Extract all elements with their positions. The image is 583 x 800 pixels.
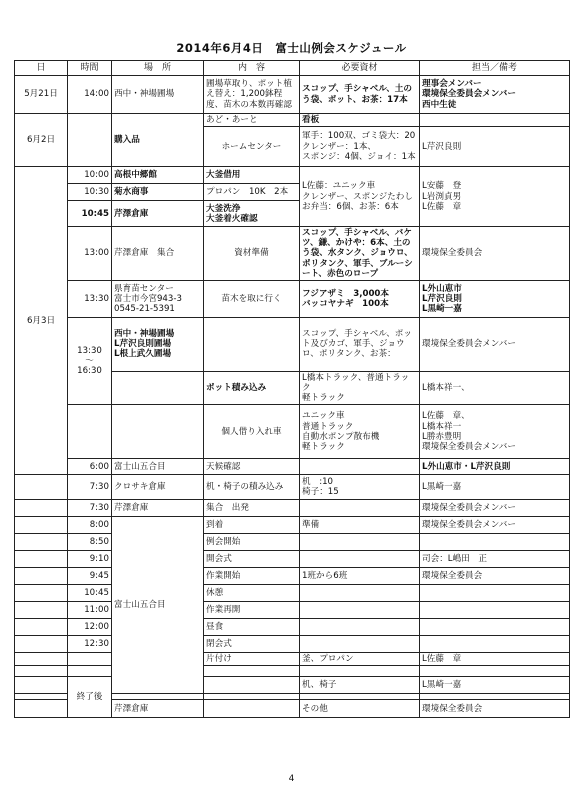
table-row [15, 76, 570, 114]
staff-cell: L黒崎一嘉 [420, 475, 570, 500]
equipment-cell [300, 459, 420, 475]
time-cell: 6:00 [68, 459, 112, 475]
equipment-cell: 看板 [300, 114, 420, 127]
table-row [15, 619, 570, 636]
staff-cell: L安藤 登 L岩渕貞男 L佐藤 章 [420, 167, 570, 227]
content-cell: 開会式 [204, 551, 300, 568]
time-cell: 12:30 [68, 636, 112, 653]
time-cell: 9:45 [68, 568, 112, 585]
header-day: 日 [15, 61, 68, 76]
equipment-cell [300, 619, 420, 636]
day-cell: 5月21日 [15, 76, 68, 114]
page-number: 4 [288, 774, 295, 784]
staff-cell: L外山恵市 L芹沢良則 L黒崎一嘉 [420, 280, 570, 317]
staff-cell [420, 602, 570, 619]
equipment-cell: フジアザミ 3,000本 バッコヤナギ 100本 [300, 280, 420, 317]
staff-cell: 環境保全委員会メンバー [420, 500, 570, 517]
equipment-cell: ユニック車 普通トラック 自動水ポンプ散布機 軽トラック [300, 405, 420, 459]
place-cell: 菊水商事 [112, 184, 204, 201]
content-cell: ポット積み込み [204, 371, 300, 404]
day-cell: 6月3日 [15, 167, 68, 475]
content-cell: プロパン 10K 2本 [204, 184, 300, 201]
table-row [15, 500, 570, 517]
day-cell [15, 666, 68, 677]
content-cell: 圃場草取り、ポット植え替え：1,200鉢程度、苗木の本数再確認 [204, 76, 300, 114]
staff-cell: L外山恵市・L芹沢良則 [420, 459, 570, 475]
equipment-cell: 軍手：100双、ゴミ袋大：20 クレンザー：1本、 スポンジ：4個、ジョイ：1本 [300, 127, 420, 167]
header-time: 時間 [68, 61, 112, 76]
staff-cell: 理事会メンバー 環境保全委員会メンバー 西中生徒 [420, 76, 570, 114]
content-cell [204, 666, 300, 677]
table-row [15, 517, 570, 534]
content-cell [204, 317, 300, 371]
staff-cell: 司会：L嶋田 正 [420, 551, 570, 568]
place-cell [112, 371, 204, 404]
time-cell: 13:00 [68, 227, 112, 281]
table-row [15, 167, 570, 184]
header-place: 場 所 [112, 61, 204, 76]
place-cell: 購入品 [112, 114, 204, 167]
equipment-cell: 机 :10 椅子：15 [300, 475, 420, 500]
content-cell: 集合 出発 [204, 500, 300, 517]
equipment-cell [300, 551, 420, 568]
equipment-cell [300, 585, 420, 602]
place-cell: 芹澤倉庫 [112, 700, 204, 718]
day-cell [15, 500, 68, 517]
time-cell: 10:00 [68, 167, 112, 184]
place-cell: 富士山五合目 [112, 517, 204, 694]
table-row [15, 475, 570, 500]
equipment-cell [300, 636, 420, 653]
staff-cell: 環境保全委員会メンバー [420, 517, 570, 534]
header-content: 内 容 [204, 61, 300, 76]
table-body [15, 76, 570, 718]
content-cell: 昼食 [204, 619, 300, 636]
table-header-row [15, 61, 570, 76]
time-cell: 8:50 [68, 534, 112, 551]
day-cell [15, 585, 68, 602]
header-staff: 担当／備考 [420, 61, 570, 76]
table-row [15, 317, 570, 371]
equipment-cell: 机、椅子 [300, 677, 420, 694]
equipment-cell: スコップ、手シャベル、ポット及びカゴ、軍手、ジョウロ、ポリタンク、お茶： [300, 317, 420, 371]
content-cell: 天候確認 [204, 459, 300, 475]
content-cell: 閉会式 [204, 636, 300, 653]
table-row [15, 114, 570, 127]
time-cell [68, 666, 112, 677]
day-cell [15, 475, 68, 500]
table-row [15, 602, 570, 619]
table-row [15, 551, 570, 568]
day-cell [15, 636, 68, 653]
content-cell: あど・あーと [204, 114, 300, 127]
equipment-cell: L橋本トラック、普通トラック 軽トラック [300, 371, 420, 404]
day-cell [15, 551, 68, 568]
content-cell [204, 677, 300, 694]
day-cell: 6月2日 [15, 114, 68, 167]
equipment-cell: 1班から6班 [300, 568, 420, 585]
content-cell: 資材準備 [204, 227, 300, 281]
table-row [15, 653, 570, 666]
time-cell: 12:00 [68, 619, 112, 636]
place-cell: 高根中郷館 [112, 167, 204, 184]
time-cell: 8:00 [68, 517, 112, 534]
equipment-cell [300, 534, 420, 551]
place-cell: 芹澤倉庫 [112, 201, 204, 227]
time-cell: 10:45 [68, 201, 112, 227]
content-cell: 大釜借用 [204, 167, 300, 184]
content-cell: 片付け [204, 653, 300, 666]
day-cell [15, 517, 68, 534]
staff-cell [420, 666, 570, 677]
place-cell: 西中・神場圃場 L芹沢良則圃場 L根上武久圃場 [112, 317, 204, 371]
time-cell: 終了後 [68, 677, 112, 718]
time-cell: 7:30 [68, 475, 112, 500]
time-cell [68, 405, 112, 459]
equipment-cell: スコップ、手シャベル、バケツ、鎌、かけや：6本、土のう袋、水タンク、ジョウロ、ポリタンク、軍手、ブルーシート、赤色のロープ [300, 227, 420, 281]
day-cell [15, 653, 68, 666]
place-cell: 富士山五合目 [112, 459, 204, 475]
staff-cell [420, 619, 570, 636]
equipment-cell [300, 602, 420, 619]
time-cell [68, 653, 112, 666]
staff-cell: 環境保全委員会 [420, 568, 570, 585]
equipment-cell: その他 [300, 700, 420, 718]
page-title: 2014年6月4日 富士山例会スケジュール [176, 41, 407, 55]
content-cell: 大釜洗浄 大釜着火確認 [204, 201, 300, 227]
header-equipment: 必要資材 [300, 61, 420, 76]
staff-cell [420, 114, 570, 127]
content-cell: 作業再開 [204, 602, 300, 619]
place-cell: 西中・神場圃場 [112, 76, 204, 114]
place-cell: クロサキ倉庫 [112, 475, 204, 500]
equipment-cell: 釜、プロパン [300, 653, 420, 666]
staff-cell [420, 636, 570, 653]
equipment-cell [300, 500, 420, 517]
table-row [15, 677, 570, 694]
content-cell [204, 700, 300, 718]
table-row [15, 280, 570, 317]
table-row [15, 227, 570, 281]
content-cell: 作業開始 [204, 568, 300, 585]
content-cell: 机・椅子の積み込み [204, 475, 300, 500]
staff-cell: 環境保全委員会 [420, 700, 570, 718]
time-cell: 10:30 [68, 184, 112, 201]
day-cell [15, 700, 68, 718]
equipment-cell: 準備 [300, 517, 420, 534]
content-cell: 例会開始 [204, 534, 300, 551]
equipment-cell: スコップ、手シャベル、土のう袋、ポット、お茶：17本 [300, 76, 420, 114]
day-cell [15, 677, 68, 694]
table-row [15, 459, 570, 475]
content-cell: 到着 [204, 517, 300, 534]
day-cell [15, 619, 68, 636]
staff-cell: L黒崎一嘉 [420, 677, 570, 694]
staff-cell [420, 585, 570, 602]
table-row [15, 636, 570, 653]
content-cell: ホームセンター [204, 127, 300, 167]
content-cell: 苗木を取に行く [204, 280, 300, 317]
equipment-cell [300, 666, 420, 677]
time-cell [68, 114, 112, 167]
table-row [15, 666, 570, 677]
table-row [15, 534, 570, 551]
table-row [15, 585, 570, 602]
day-cell [15, 568, 68, 585]
place-cell: 県育苗センター 富士市今宮943-3 0545-21-5391 [112, 280, 204, 317]
staff-cell: 環境保全委員会 [420, 227, 570, 281]
time-cell: 11:00 [68, 602, 112, 619]
table-row [15, 568, 570, 585]
staff-cell: L橋本祥一、 [420, 371, 570, 404]
staff-cell: L佐藤 章、 L橋本祥一 L勝赤豊明 環境保全委員会メンバー [420, 405, 570, 459]
place-cell: 芹澤倉庫 集合 [112, 227, 204, 281]
staff-cell: L佐藤 章 [420, 653, 570, 666]
time-cell: 13:30 [68, 280, 112, 317]
table-row [15, 405, 570, 459]
equipment-cell: L佐藤：ユニック車 クレンザー、スポンジたわし お弁当：6個、お茶：6本 [300, 167, 420, 227]
time-cell: 9:10 [68, 551, 112, 568]
time-cell: 7:30 [68, 500, 112, 517]
place-cell: 芹澤倉庫 [112, 500, 204, 517]
place-cell [112, 405, 204, 459]
staff-cell [420, 534, 570, 551]
staff-cell: 環境保全委員会メンバー [420, 317, 570, 371]
content-cell: 休憩 [204, 585, 300, 602]
schedule-table [14, 60, 570, 718]
time-cell: 10:45 [68, 585, 112, 602]
day-cell [15, 602, 68, 619]
time-cell: 14:00 [68, 76, 112, 114]
day-cell [15, 534, 68, 551]
content-cell: 個人借り入れ車 [204, 405, 300, 459]
time-cell: 13:30 ～ 16:30 [68, 317, 112, 404]
staff-cell: L芹沢良則 [420, 127, 570, 167]
